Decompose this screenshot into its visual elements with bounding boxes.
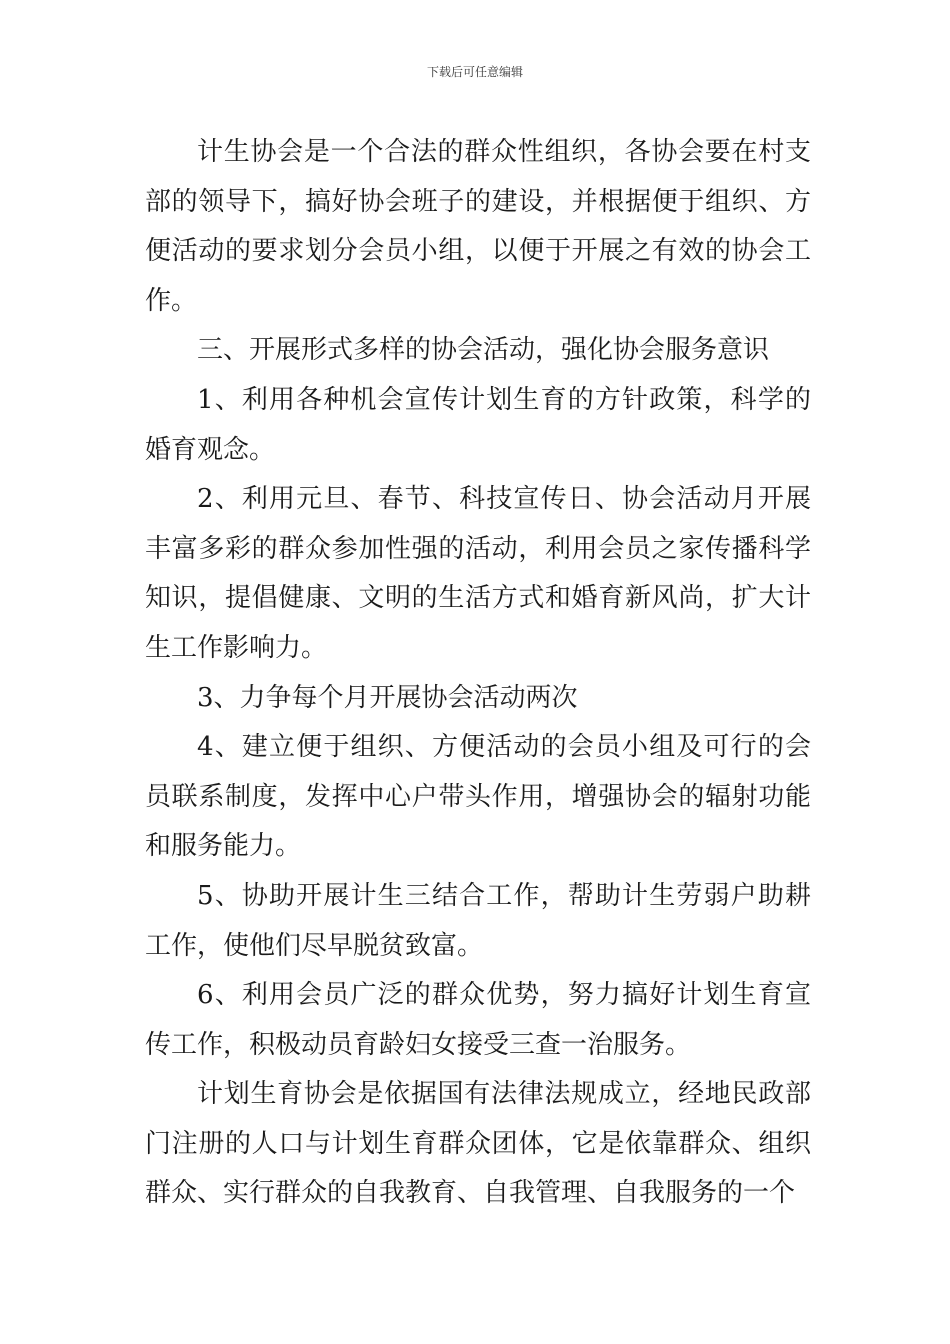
list-item: 6、利用会员广泛的群众优势，努力搞好计划生育宣传工作，积极动员育龄妇女接受三查一治服务。 (145, 980, 811, 1060)
paragraph: 计划生育协会是依据国有法律法规成立，经地民政部门注册的人口与计划生育群众团体，它是依靠群众、组织群众、实行群众的自我教育、自我管理、自我服务的一个 (145, 1079, 811, 1209)
page-header-note: 下载后可任意编辑 (426, 65, 523, 79)
section-heading: 三、开展形式多样的协会活动，强化协会服务意识 (197, 335, 770, 366)
list-item: 5、协助开展计生三结合工作，帮助计生劳弱户助耕工作，使他们尽早脱贫致富。 (145, 880, 811, 961)
paragraph: 计生协会是一个合法的群众性组织，各协会要在村支部的领导下，搞好协会班子的建设，并根据便于组织、方便活动的要求划分会员小组，以便于开展之有效的协会工作。 (145, 137, 811, 316)
list-item: 1、利用各种机会宣传计划生育的方针政策，科学的婚育观念。 (145, 384, 811, 465)
list-item: 3、力争每个月开展协会活动两次 (197, 682, 578, 713)
list-item: 2、利用元旦、春节、科技宣传日、协会活动月开展丰富多彩的群众参加性强的活动，利用会员之家传播科学知识，提倡健康、文明的生活方式和婚育新风尚，扩大计生工作影响力。 (145, 484, 811, 663)
document-body (145, 128, 811, 1219)
list-item: 4、建立便于组织、方便活动的会员小组及可行的会员联系制度，发挥中心户带头作用，增强协会的辐射功能和服务能力。 (145, 732, 811, 862)
